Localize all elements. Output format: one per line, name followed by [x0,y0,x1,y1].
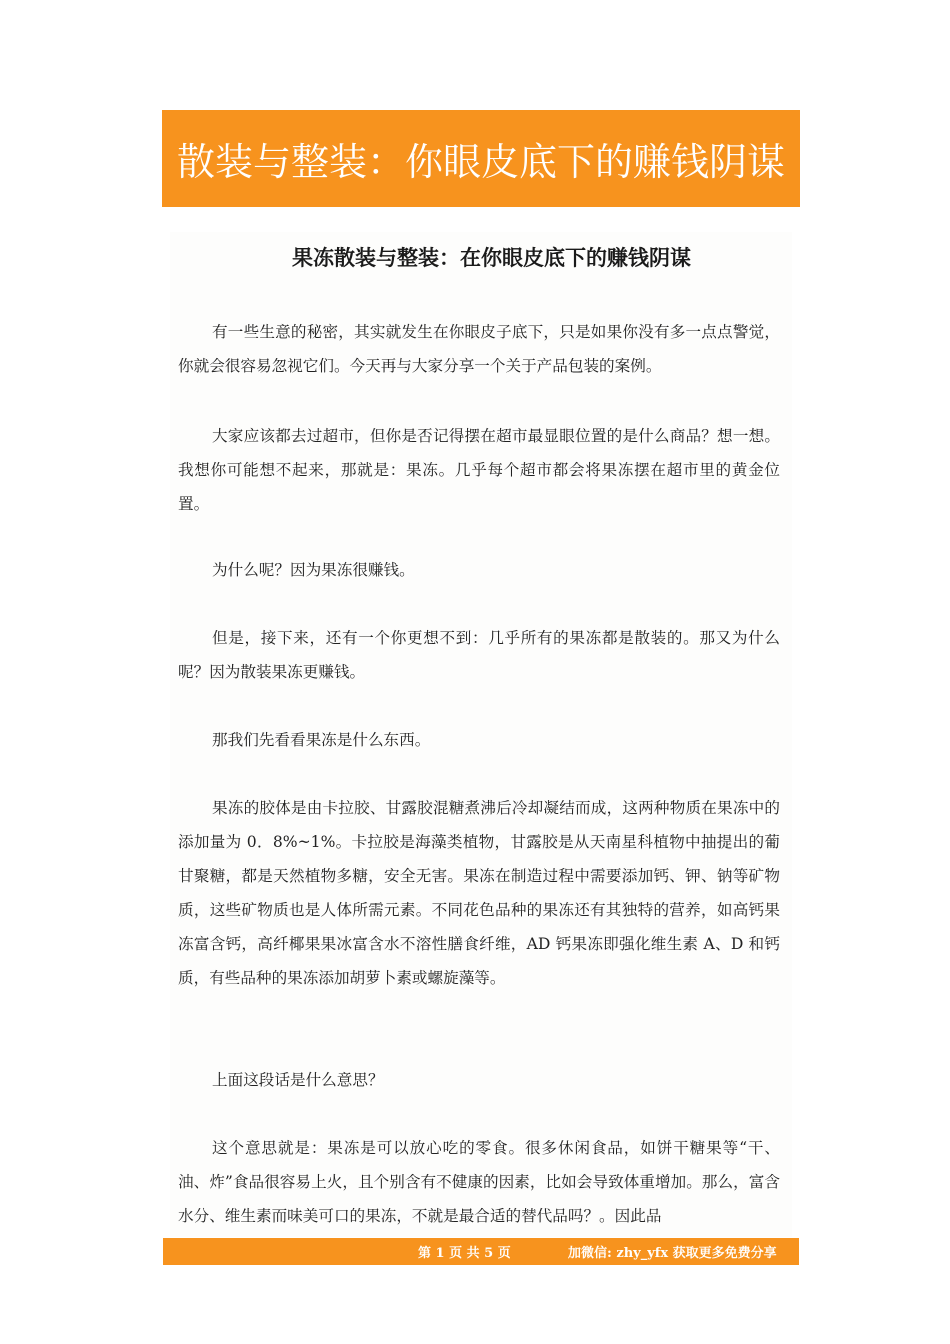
paragraph-5: 那我们先看看果冻是什么东西。 [212,731,431,749]
title-banner [162,110,800,207]
document-title: 果冻散装与整装：在你眼皮底下的赚钱阴谋 [292,246,691,270]
paragraph-2: 大家应该都去过超市，但你是否记得摆在超市最显眼位置的是什么商品？想一想。我想你可能想不起来，那就是：果冻。几乎每个超市都会将果冻摆在超市里的黄金位置。 [178,427,780,513]
page-number: 第 1 页 共 5 页 [418,1246,511,1261]
paragraph-8: 这个意思就是：果冻是可以放心吃的零食。很多休闲食品，如饼干糖果等“干、油、炸”食品很容易上火，且个别含有不健康的因素，比如会导致体重增加。那么，富含水分、维生素而味美可口的果冻，不就是最合适的替代品吗？。因此品 [178,1139,780,1225]
paragraph-3: 为什么呢？因为果冻很赚钱。 [212,561,415,579]
paragraph-4: 但是，接下来，还有一个你更想不到：几乎所有的果冻都是散装的。那又为什么呢？因为散装果冻更赚钱。 [178,629,780,681]
page-footer [163,1238,799,1265]
paragraph-1: 有一些生意的秘密，其实就发生在你眼皮子底下，只是如果你没有多一点点警觉，你就会很容易忽视它们。今天再与大家分享一个关于产品包装的案例。 [178,323,780,375]
paragraph-6: 果冻的胶体是由卡拉胶、甘露胶混糖煮沸后冷却凝结而成，这两种物质在果冻中的添加量为 0．8%~1%。卡拉胶是海藻类植物，甘露胶是从天南星科植物中抽提出的葡甘聚糖，都是天然植物多糖，安全无害。果冻在制造过程中需要添加钙、钾、钠等矿物质，这些矿物质也是人体所需元素。不同花色品种的果冻还有其独特的营养，如高钙果冻富含钙，高纤椰果果冰富含水不溶性膳食纤维，AD 钙果冻即强化维生素 A、D 和钙质，有些品种的果冻添加胡萝卜素或螺旋藻等。 [178,799,780,987]
footer-promo: 加微信: zhy_yfx 获取更多免费分享 [568,1246,777,1261]
paragraph-7: 上面这段话是什么意思？ [212,1071,384,1089]
banner-title: 散装与整装：你眼皮底下的赚钱阴谋 [176,140,785,184]
